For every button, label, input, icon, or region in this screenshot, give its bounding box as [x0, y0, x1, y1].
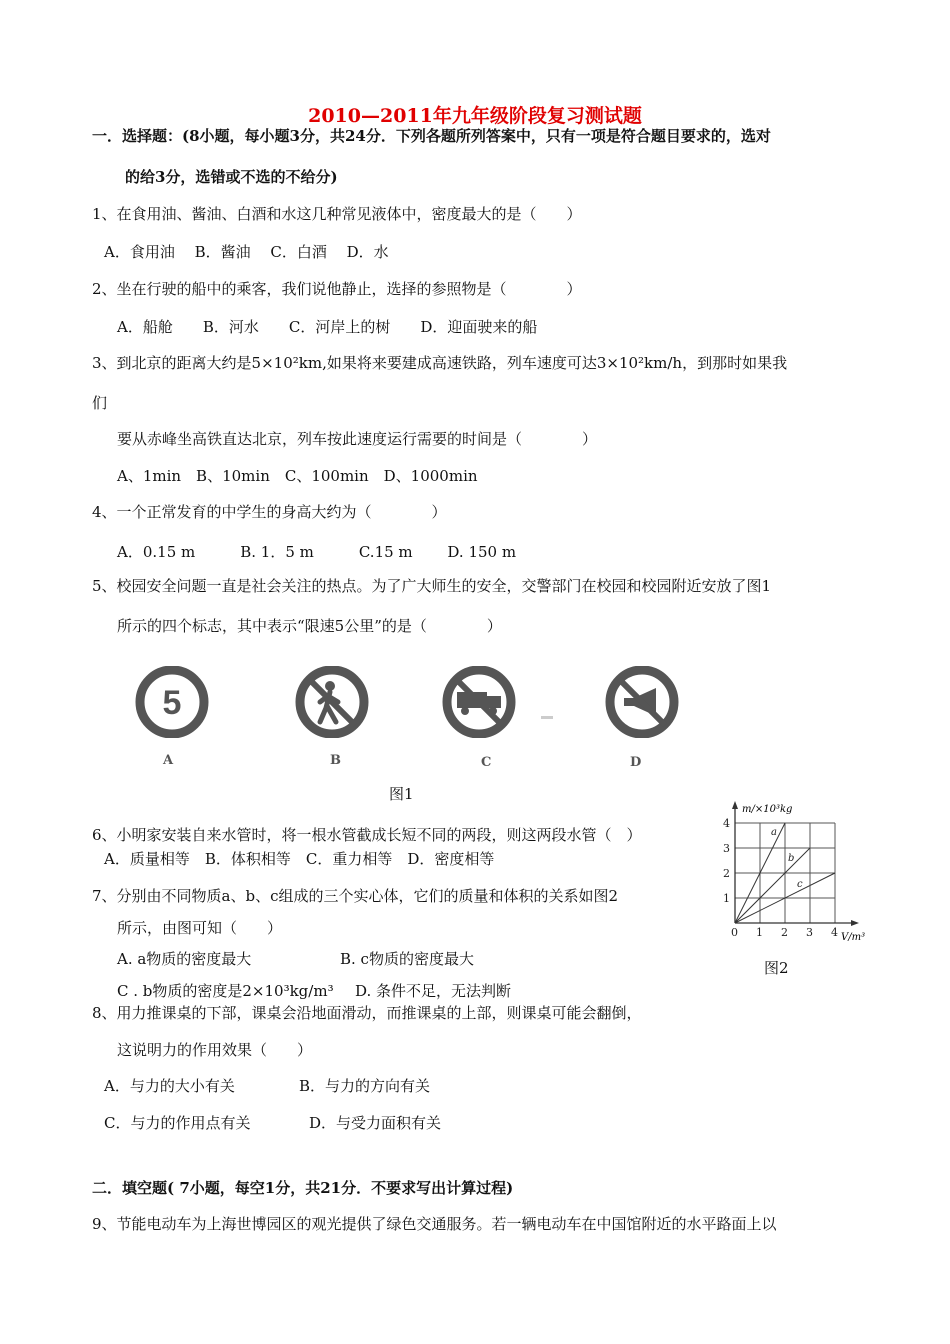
y-axis-label: m/×10³kg: [742, 804, 793, 815]
y-tick-2: 2: [723, 867, 730, 880]
sign-label-d: D: [630, 755, 642, 770]
q3-stem-line3: 要从赤峰坐高铁直达北京，列车按此速度运行需要的时间是（ ）: [117, 430, 598, 448]
x-tick-4: 4: [831, 926, 838, 939]
sign-a-number: 5: [162, 684, 182, 722]
scan-mark: [541, 716, 553, 719]
q1-options: A．食用油 B．酱油 C．白酒 D．水: [104, 243, 389, 261]
line-label-c: c: [797, 879, 803, 890]
x-axis-label: V/m³: [841, 932, 865, 943]
x-tick-1: 1: [756, 926, 763, 939]
sign-label-c: C: [481, 755, 492, 770]
q2-stem: 2、坐在行驶的船中的乘客，我们说他静止，选择的参照物是（ ）: [92, 280, 582, 298]
q3-stem-line2: 们: [92, 394, 108, 412]
q3-stem-line1: 3、到北京的距离大约是5×10²km,如果将来要建成高速铁路，列车速度可达3×10²km/h，到那时如果我: [92, 354, 788, 372]
sign-a-speed-limit-icon: [130, 666, 214, 742]
q4-options: A．0.15 m B. 1．5 m C.15 m D. 150 m: [117, 543, 517, 561]
line-label-a: a: [771, 827, 777, 838]
x-tick-0: 0: [731, 926, 738, 939]
figure2-graph: [715, 795, 865, 945]
q1-stem: 1、在食用油、酱油、白酒和水这几种常见液体中，密度最大的是（ ）: [92, 205, 582, 223]
section1-heading-line1: 一．选择题：(8小题，每小题3分，共24分．下列各题所列答案中，只有一项是符合题目要求的，选对: [92, 127, 771, 145]
q9-stem: 9、节能电动车为上海世博园区的观光提供了绿色交通服务。若一辆电动车在中国馆附近的水平路面上以: [92, 1215, 777, 1233]
q5-stem-line1: 5、校园安全问题一直是社会关注的热点。为了广大师生的安全，交警部门在校园和校园附近安放了图1: [92, 577, 772, 595]
q2-options: A．船舱 B．河水 C．河岸上的树 D．迎面驶来的船: [117, 318, 538, 336]
q8-option-b: B．与力的方向有关: [299, 1077, 431, 1095]
sign-d-no-horn-icon: [600, 666, 684, 742]
q6-options: A．质量相等 B．体积相等 C．重力相等 D．密度相等: [104, 850, 495, 868]
q8-stem-line1: 8、用力推课桌的下部，课桌会沿地面滑动，而推课桌的上部，则课桌可能会翻倒，: [92, 1004, 642, 1022]
q8-option-d: D．与受力面积有关: [309, 1114, 442, 1132]
x-tick-2: 2: [781, 926, 788, 939]
q4-stem: 4、一个正常发育的中学生的身高大约为（ ）: [92, 503, 447, 521]
line-label-b: b: [788, 853, 795, 864]
q8-option-c: C．与力的作用点有关: [104, 1114, 251, 1132]
figure1-caption: 图1: [389, 785, 414, 803]
q7-option-c: C . b物质的密度是2×10³kg/m³: [117, 982, 334, 1000]
q6-stem: 6、小明家安装自来水管时，将一根水管截成长短不同的两段，则这两段水管（ ）: [92, 826, 642, 844]
q3-options: A、1min B、10min C、100min D、1000min: [117, 467, 478, 485]
y-tick-3: 3: [723, 842, 730, 855]
q7-option-b: B. c物质的密度最大: [340, 950, 474, 968]
y-tick-4: 4: [723, 817, 730, 830]
q7-stem-line1: 7、分别由不同物质a、b、c组成的三个实心体，它们的质量和体积的关系如图2: [92, 887, 619, 905]
section1-heading-line2: 的给3分，选错或不选的不给分): [125, 168, 338, 186]
q7-option-a: A. a物质的密度最大: [117, 950, 252, 968]
q8-stem-line2: 这说明力的作用效果（ ）: [117, 1041, 313, 1059]
sign-label-b: B: [330, 753, 341, 768]
sign-c-no-truck-icon: [437, 666, 521, 742]
q5-stem-line2: 所示的四个标志，其中表示“限速5公里”的是（ ）: [117, 617, 502, 635]
q7-stem-line2: 所示，由图可知（ ）: [117, 919, 283, 937]
y-tick-1: 1: [723, 892, 730, 905]
sign-label-a: A: [163, 753, 174, 768]
figure2-caption: 图2: [764, 959, 789, 977]
q7-option-d: D. 条件不足，无法判断: [355, 982, 512, 1000]
q8-option-a: A．与力的大小有关: [104, 1077, 235, 1095]
page-title: 2010—2011年九年级阶段复习测试题: [308, 105, 642, 127]
x-tick-3: 3: [806, 926, 813, 939]
sign-b-no-pedestrian-icon: [290, 666, 374, 742]
section2-heading: 二．填空题( 7小题，每空1分，共21分．不要求写出计算过程): [92, 1179, 514, 1197]
